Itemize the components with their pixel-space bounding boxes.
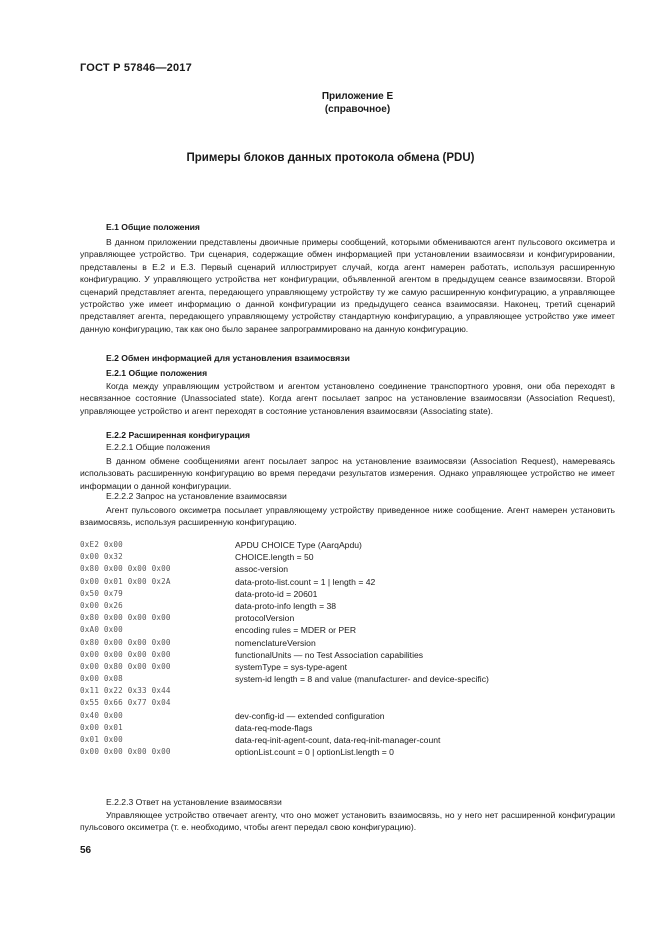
section-e21-heading: Е.2.1 Общие положения — [106, 368, 208, 378]
annex-label: Приложение Е — [321, 91, 394, 102]
section-e1-paragraph: В данном приложении представлены двоичные примеры сообщений, которыми обмениваются агент пульсового оксиметра и управляющее устройство. Три сценария, содержащие обмен информацией при установлении взаимосвязи и конфигурировании, представлены в Е.2 и Е.3. Первый сценарий иллюстрирует случай, когда агент намерен работать, используя расширенную конфигурацию. У управляющего устройства нет конфигурации, объявленной агентом в предыдущем сеансе взаимосвязи. Второй сценарий представляет агента, передающего управляющему устройству ту же самую расширенную конфигурацию, а управляющее устройство уже имеет информацию о данной конфигурации из предыдущего сеанса взаимосвязи. Наконец, третий сценарий представляет агента, передающего управляющему устройству стандартную конфигурацию, а управляющее устройство уже имеет данную конфигурацию, так как оно было заранее запрограммировано на данную конфигурацию. — [80, 237, 615, 334]
apdu-field-description: optionList.count = 0 | optionList.length = 0 — [235, 747, 394, 758]
apdu-hex-bytes: 0x40 0x00 — [80, 710, 123, 720]
apdu-hex-bytes: 0x00 0x00 0x00 0x00 — [80, 747, 171, 757]
apdu-row — [80, 662, 489, 674]
apdu-hex-bytes: 0x00 0x01 0x00 0x2A — [80, 576, 171, 586]
apdu-field-description: functionalUnits — no Test Association capabilities — [235, 649, 424, 660]
apdu-field-description — [235, 698, 489, 710]
apdu-field-description: protocolVersion — [235, 613, 295, 624]
apdu-hex-bytes: 0x80 0x00 0x00 0x00 — [80, 637, 171, 647]
apdu-row — [80, 747, 489, 759]
section-e222-paragraph: Агент пульсового оксиметра посылает управляющему устройству приведенное ниже сообщение. Агент намерен установить взаимосвязь, используя расширенную конфигурацию. — [80, 505, 615, 528]
apdu-hex-bytes: 0x00 0x32 — [80, 552, 123, 562]
apdu-hex-bytes: 0x01 0x00 — [80, 735, 123, 744]
apdu-hex-bytes: 0x50 0x79 — [80, 588, 123, 598]
section-e222-heading: Е.2.2.2 Запрос на установление взаимосвязи — [106, 491, 287, 501]
apdu-hex-bytes: 0xE2 0x00 — [80, 540, 123, 549]
apdu-row — [80, 638, 489, 650]
apdu-hex-bytes: 0x00 0x00 0x00 0x00 — [80, 649, 171, 659]
apdu-row — [80, 552, 489, 564]
annex-type: (справочное) — [324, 104, 391, 115]
page-title: Примеры блоков данных протокола обмена (PDU) — [186, 152, 475, 164]
section-e1-heading: Е.1 Общие положения — [106, 222, 200, 232]
section-e221-paragraph: В данном обмене сообщениями агент посылает запрос на установление взаимосвязи (Association Request), намереваясь использовать расширенную конфигурацию во время передачи результатов измерения. Однако управляющее устройство не имеет информации о данной конфигурации. — [80, 456, 615, 491]
section-e22-heading: Е.2.2 Расширенная конфигурация — [106, 430, 250, 440]
apdu-field-description — [235, 686, 489, 698]
apdu-hex-bytes: 0x00 0x26 — [80, 600, 123, 610]
apdu-row — [80, 577, 489, 589]
apdu-field-description: data-req-mode-flags — [235, 722, 313, 733]
apdu-hex-bytes: 0x55 0x66 0x77 0x04 — [80, 698, 171, 708]
apdu-row — [80, 686, 489, 698]
apdu-hex-bytes: 0x00 0x08 — [80, 674, 123, 684]
apdu-field-description: data-proto-id = 20601 — [235, 588, 318, 599]
section-e221-heading: Е.2.2.1 Общие положения — [106, 442, 211, 452]
apdu-hex-bytes: 0x11 0x22 0x33 0x44 — [80, 686, 171, 696]
apdu-field-description: data-proto-info length = 38 — [235, 600, 337, 611]
section-e2-heading: Е.2 Обмен информацией для установления взаимосвязи — [106, 353, 350, 363]
apdu-row — [80, 601, 489, 613]
apdu-field-description: assoc-version — [235, 564, 289, 575]
apdu-row — [80, 711, 489, 723]
apdu-hex-bytes: 0x00 0x01 — [80, 722, 123, 732]
apdu-row — [80, 625, 489, 637]
document-header: ГОСТ Р 57846—2017 — [80, 62, 192, 74]
apdu-hex-bytes: 0xA0 0x00 — [80, 625, 123, 635]
apdu-row — [80, 650, 489, 662]
apdu-hex-bytes: 0x80 0x00 0x00 0x00 — [80, 613, 171, 623]
page-number: 56 — [80, 845, 92, 856]
apdu-field-description: dev-config-id — extended configuration — [235, 710, 385, 721]
apdu-hex-bytes: 0x00 0x80 0x00 0x00 — [80, 661, 171, 671]
apdu-field-description: data-proto-list.count = 1 | length = 42 — [235, 576, 376, 587]
apdu-field-description: nomenclatureVersion — [235, 637, 316, 648]
apdu-row — [80, 613, 489, 625]
section-e21-paragraph: Когда между управляющим устройством и агентом установлено соединение транспортного уровня, они оба переходят в несвязанное состояние (Unassociated state). Когда агент посылает запрос на установление взаимосвязи (Association Request), управляющее устройство и агент переходят в состояние установления взаимосвязи (Associating state). — [80, 381, 615, 416]
apdu-field-description: system-id length = 8 and value (manufacturer- and device-specific) — [235, 674, 489, 685]
section-e223-paragraph: Управляющее устройство отвечает агенту, что оно может установить взаимосвязь, но у него нет расширенной конфигурации пульсового оксиметра (т. е. необходимо, чтобы агент передал свою конфигурацию). — [80, 810, 615, 833]
apdu-table — [80, 540, 489, 759]
apdu-row — [80, 723, 489, 735]
apdu-row — [80, 674, 489, 686]
apdu-row — [80, 564, 489, 576]
apdu-row — [80, 735, 489, 747]
apdu-field-description: CHOICE.length = 50 — [235, 552, 314, 563]
apdu-field-description: APDU CHOICE Type (AarqApdu) — [235, 540, 362, 550]
apdu-field-description: encoding rules = MDER or PER — [235, 625, 357, 636]
apdu-row — [80, 540, 489, 552]
section-e223-heading: Е.2.2.3 Ответ на установление взаимосвязи — [106, 797, 282, 807]
apdu-row — [80, 589, 489, 601]
apdu-hex-bytes: 0x80 0x00 0x00 0x00 — [80, 564, 171, 574]
apdu-field-description: data-req-init-agent-count, data-req-init-manager-count — [235, 735, 441, 745]
apdu-row — [80, 698, 489, 710]
apdu-field-description: systemType = sys-type-agent — [235, 661, 348, 672]
